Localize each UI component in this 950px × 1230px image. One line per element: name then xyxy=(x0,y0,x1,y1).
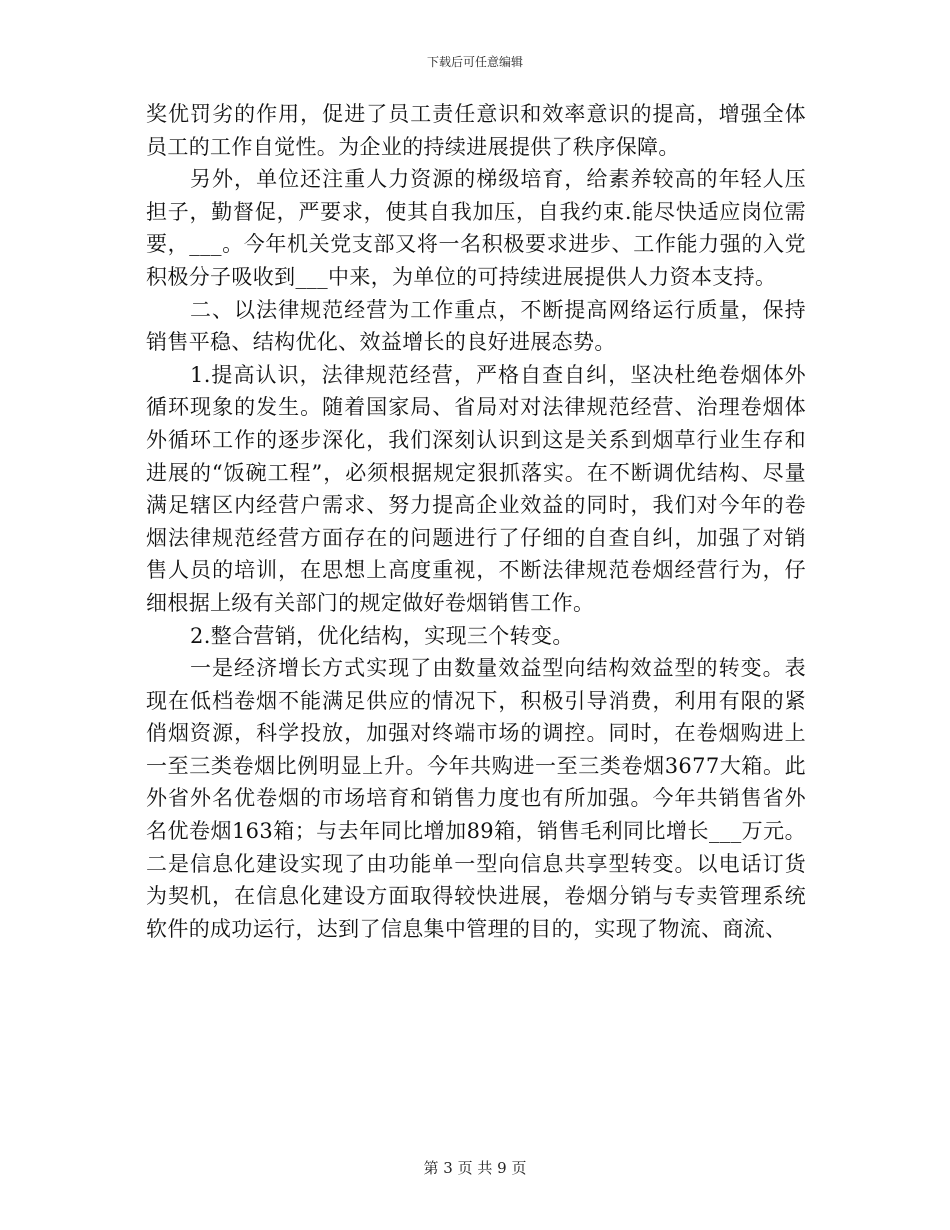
page-header: 下载后可任意编辑 xyxy=(426,55,523,69)
paragraph-item-2: 2.整合营销，优化结构，实现三个转变。 xyxy=(190,623,574,648)
section-heading-two: 二、以法律规范经营为工作重点，不断提高网络运行质量，保持销售平稳、结构优化、效益增长的良好进展态势。 xyxy=(146,297,806,355)
paragraph-item-1: 1.提高认识，法律规范经营，严格自查自纠，坚决杜绝卷烟体外循环现象的发生。随着国家局、省局对对法律规范经营、治理卷烟体外循环工作的逐步深化，我们深刻认识到这是关系到烟草行业生存和进展的“饭碗工程”，必须根据规定狠抓落实。在不断调优结构、尽量满足辖区内经营户需求、努力提高企业效益的同时，我们对今年的卷烟法律规范经营方面存在的问题进行了仔细的自查自纠，加强了对销售人员的培训，在思想上高度重视，不断法律规范卷烟经营行为，仔细根据上级有关部门的规定做好卷烟销售工作。 xyxy=(146,362,806,615)
paragraph-transformations: 一是经济增长方式实现了由数量效益型向结构效益型的转变。表现在低档卷烟不能满足供应的情况下，积极引导消费，利用有限的紧俏烟资源，科学投放，加强对终端市场的调控。同时，在卷烟购进上一至三类卷烟比例明显上升。今年共购进一至三类卷烟3677大箱。此外省外名优卷烟的市场培育和销售力度也有所加强。今年共销售省外名优卷烟163箱；与去年同比增加89箱，销售毛利同比增长___万元。二是信息化建设实现了由功能单一型向信息共享型转变。以电话订货为契机，在信息化建设方面取得较快进展，卷烟分销与专卖管理系统软件的成功运行，达到了信息集中管理的目的，实现了物流、商流、 xyxy=(146,656,806,941)
page-number: 第 3 页 共 9 页 xyxy=(423,1159,527,1177)
paragraph-continuation: 奖优罚劣的作用，促进了员工责任意识和效率意识的提高，增强全体员工的工作自觉性。为企业的持续进展提供了秩序保障。 xyxy=(146,102,806,159)
document-body xyxy=(146,98,806,945)
paragraph-talent-training: 另外，单位还注重人力资源的梯级培育，给素养较高的年轻人压担子，勤督促，严要求，使其自我加压，自我约束.能尽快适应岗位需要，___。今年机关党支部又将一名积极要求进步、工作能力强的入党积极分子吸收到___中来，为单位的可持续进展提供人力资本支持。 xyxy=(146,167,806,289)
